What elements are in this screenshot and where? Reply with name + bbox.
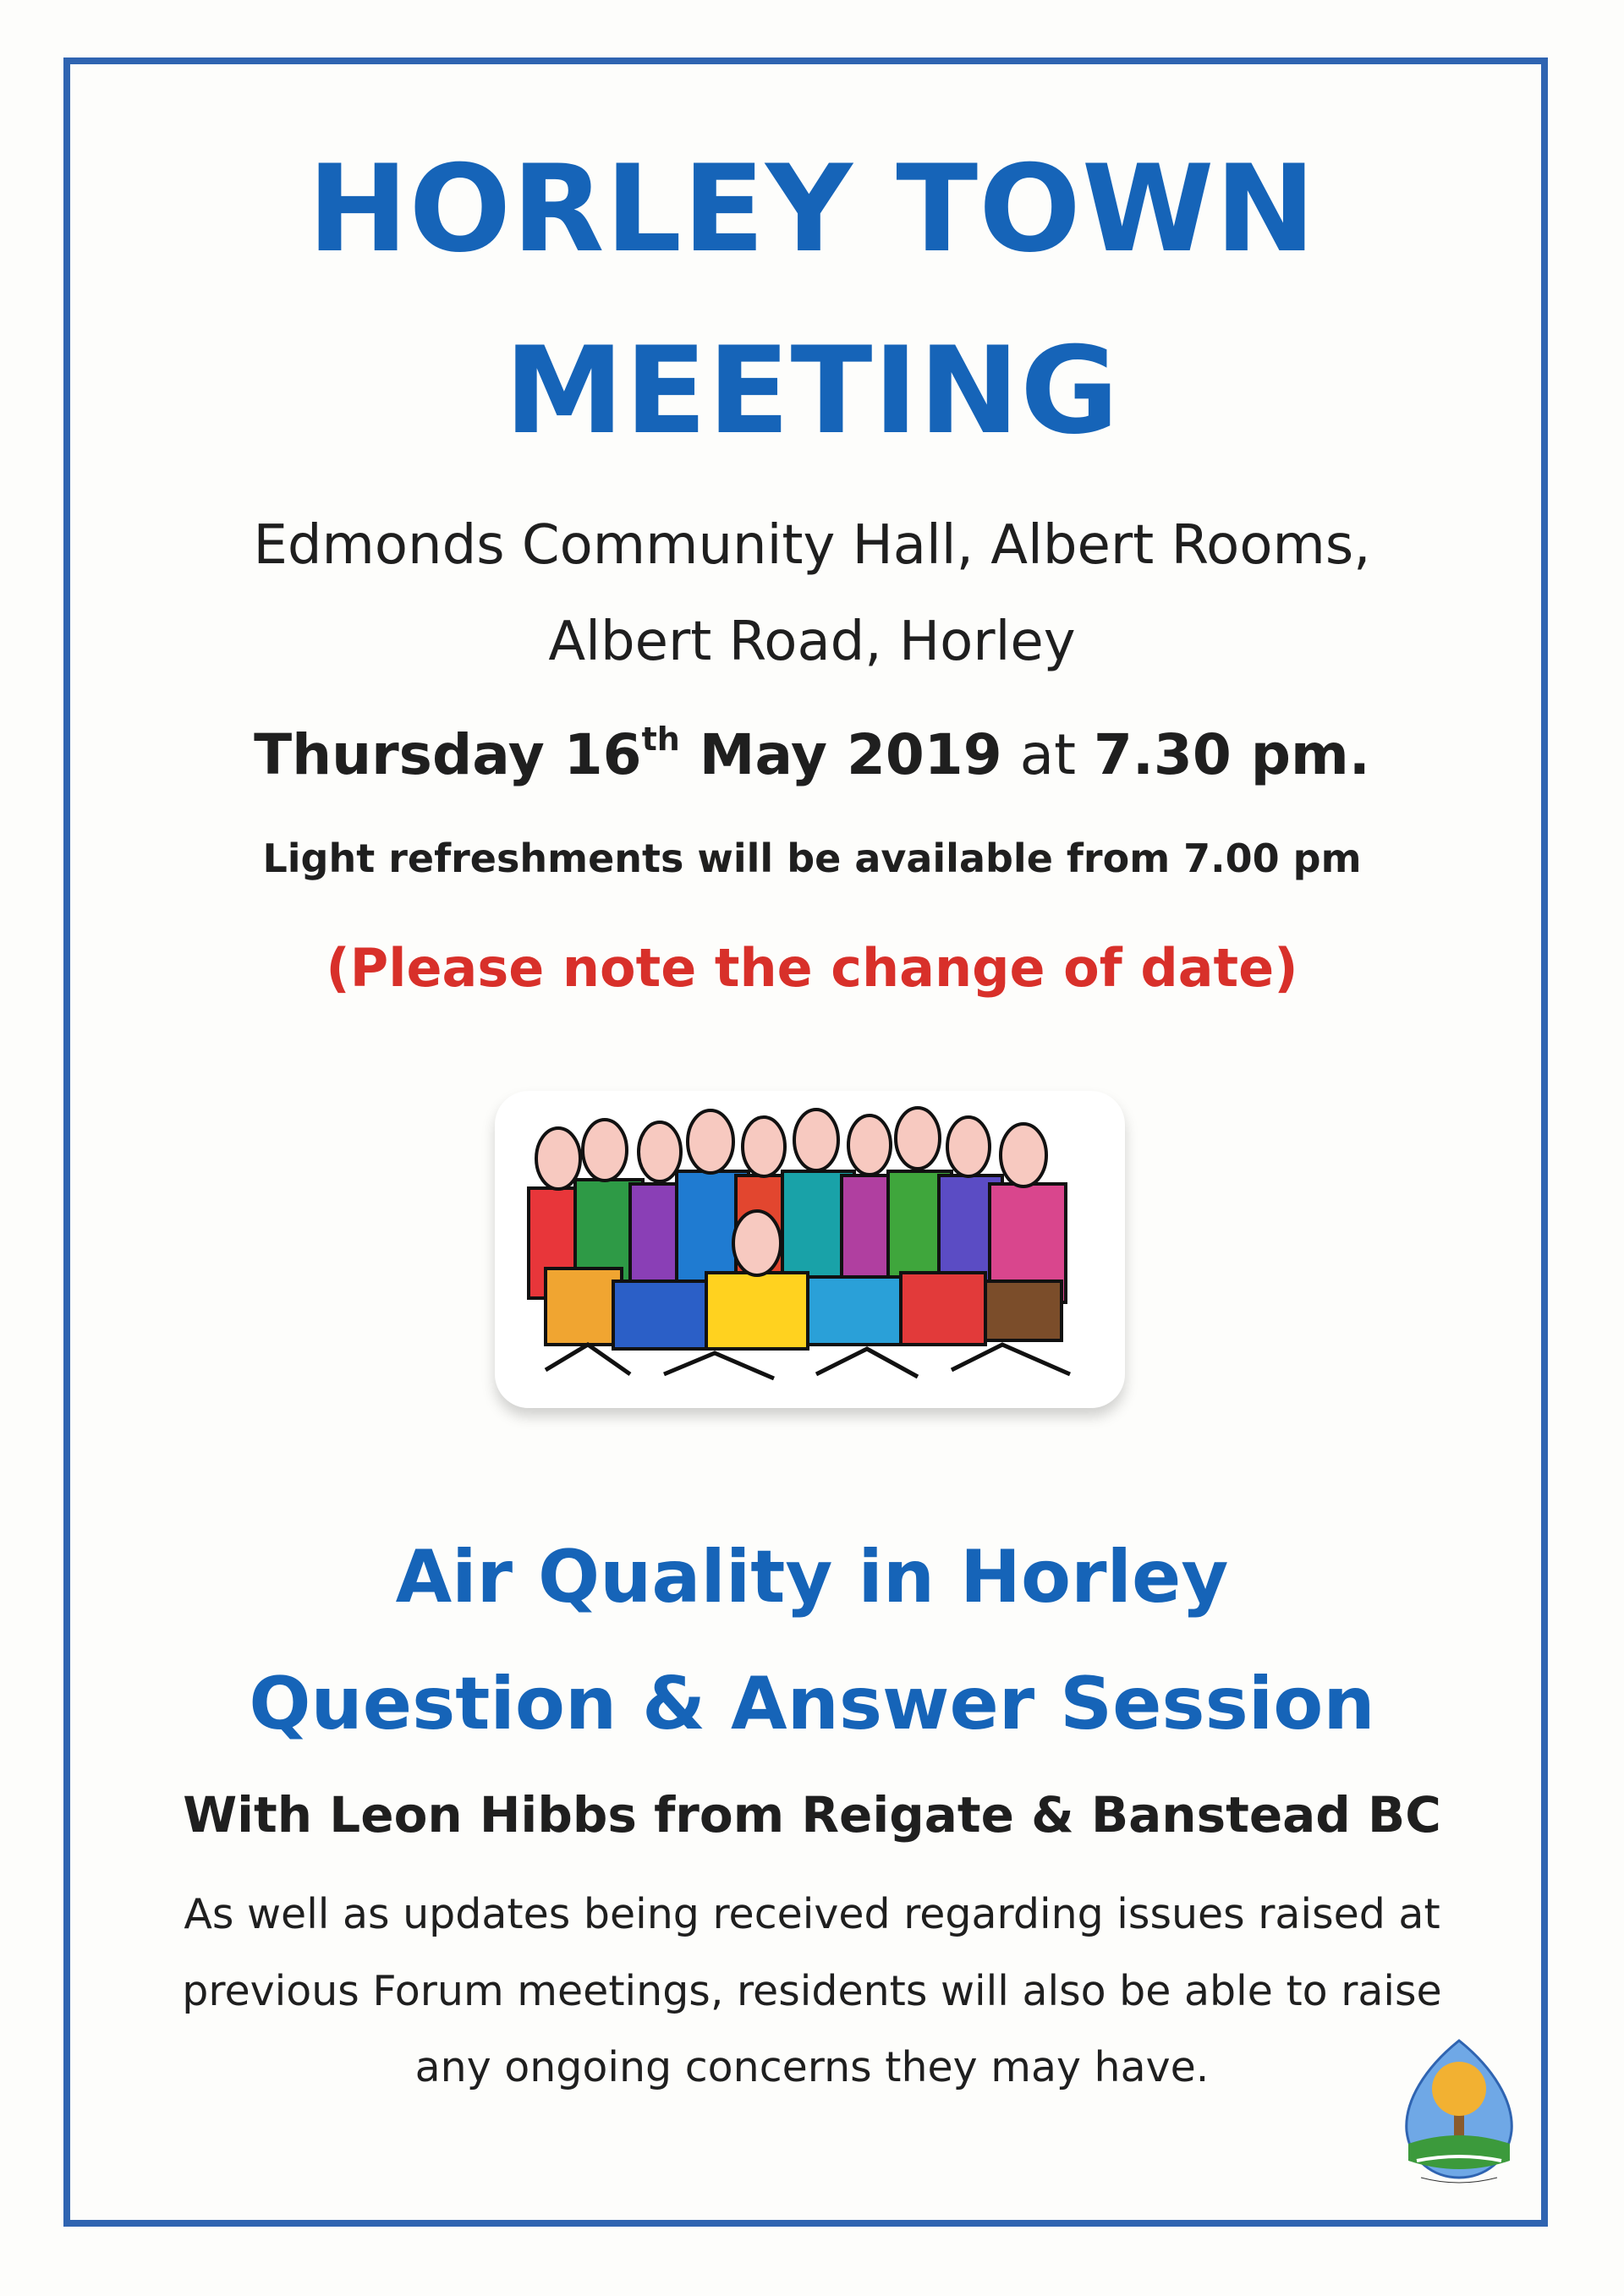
- meeting-date: [0, 721, 1624, 787]
- body-line-2: previous Forum meetings, residents will also be able to raise: [182, 1967, 1442, 2015]
- date-change-note: (Please note the change of date): [326, 937, 1298, 999]
- crowd-drawing: [495, 1091, 1125, 1408]
- speaker-line: With Leon Hibbs from Reigate & Banstead BC: [183, 1786, 1441, 1844]
- refreshments-text: Light refreshments will be available from 7.00 pm: [262, 836, 1362, 881]
- date-suffix: th: [641, 721, 680, 758]
- date-at: at: [1001, 722, 1094, 787]
- date-month-year: May 2019: [679, 722, 1002, 787]
- horley-council-seal: [1391, 2034, 1527, 2195]
- venue-line-1: Edmonds Community Hall, Albert Rooms,: [253, 514, 1371, 577]
- crowd-illustration: [495, 1091, 1125, 1408]
- subtitle-line-2: Question & Answer Session: [249, 1662, 1375, 1746]
- title-line-2: MEETING: [504, 321, 1120, 461]
- body-line-1: As well as updates being received regarding issues raised at: [184, 1890, 1440, 1938]
- title-line-1: HORLEY TOWN: [307, 140, 1317, 279]
- venue-line-2: Albert Road, Horley: [548, 611, 1076, 673]
- seal-logo: [1391, 2034, 1527, 2195]
- subtitle-line-1: Air Quality in Horley: [395, 1535, 1229, 1619]
- body-line-3: any ongoing concerns they may have.: [414, 2043, 1210, 2091]
- date-day: Thursday 16: [254, 722, 642, 787]
- date-time: 7.30 pm.: [1093, 722, 1370, 787]
